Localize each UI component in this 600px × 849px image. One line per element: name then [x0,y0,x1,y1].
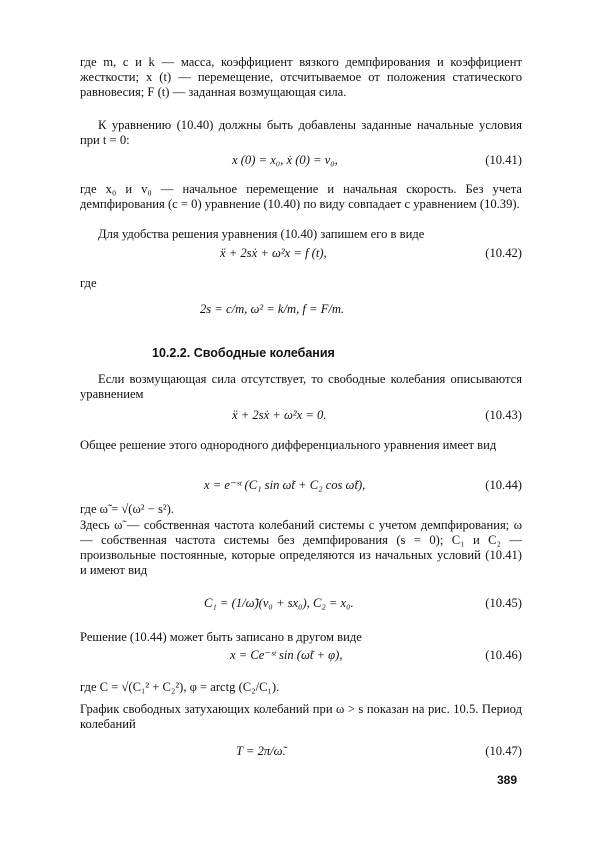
paragraph-11: где C = √(C₁² + C₂²), φ = arctg (C₂/C₁). [80,680,280,694]
equation-10-43 [80,408,522,426]
equation-number: (10.47) [485,744,522,758]
equation-formula: x (0) = x₀, ẋ (0) = v₀, [232,153,338,167]
equation-10-47 [80,744,522,762]
equation-number: (10.42) [485,246,522,260]
paragraph-7: Общее решение этого однородного дифференциального уравнения имеет вид [80,438,497,452]
equation-formula: 2s = c/m, ω² = k/m, f = F/m. [200,302,345,316]
page-number: 389 [497,773,518,787]
equation-formula: x = e⁻ˢᵗ (C₁ sin ω̃t + C₂ cos ω̃t), [204,478,366,492]
paragraph-8: где ω̃ = √(ω² − s²). [80,502,174,516]
paragraph-12: График свободных затухающих колебаний при ω > s показан на рис. 10.5. Период колебаний [80,702,522,731]
paragraph-2: К уравнению (10.40) должны быть добавлены заданные начальные условия при t = 0: [80,118,522,147]
equation-10-46 [80,648,522,666]
equation-10-45 [80,596,522,614]
equation-formula: x = Ce⁻ˢᵗ sin (ω̃t + φ), [230,648,343,662]
equation-number: (10.43) [485,408,522,422]
equation-number: (10.46) [485,648,522,662]
equation-10-42 [80,246,522,264]
paragraph-6: Если возмущающая сила отсутствует, то свободные колебания описываются уравнением [80,372,522,401]
paragraph-4: Для удобства решения уравнения (10.40) запишем его в виде [98,227,425,241]
paragraph-3: где x₀ и v₀ — начальное перемещение и начальная скорость. Без учета демпфирования (c = 0) уравнение (10.40) по виду совпадает с уравнением (10.39). [80,182,522,211]
paragraph-1: где m, c и k — масса, коэффициент вязкого демпфирования и коэффициент жесткости; x (t) — перемещение, отсчитываемое от положения статического равновесия; F (t) — заданная возмущающая сила. [80,55,522,99]
equation-number: (10.45) [485,596,522,610]
paragraph-9: Здесь ω̃ — собственная частота колебаний системы с учетом демпфирования; ω — собственная частота системы без демпфирования (s = 0); C₁ и C₂ — произвольные постоянные, которые определяются из начальных условий (10.41) и имеют вид [80,518,522,577]
equation-number: (10.44) [485,478,522,492]
equation-number: (10.41) [485,153,522,167]
equation-formula: ẍ + 2sẋ + ω²x = 0. [232,408,327,422]
equation-definitions [80,298,522,322]
paragraph-10: Решение (10.44) может быть записано в другом виде [80,630,362,644]
equation-formula: C₁ = (1/ω̃)(v₀ + sx₀), C₂ = x₀. [204,596,354,610]
equation-10-44 [80,478,522,496]
equation-formula: T = 2π/ω̃. [236,744,286,758]
paragraph-5: где [80,276,97,290]
equation-formula: ẍ + 2sẋ + ω²x = f (t), [220,246,327,260]
section-heading: 10.2.2. Свободные колебания [152,346,335,360]
equation-10-41 [80,153,522,171]
